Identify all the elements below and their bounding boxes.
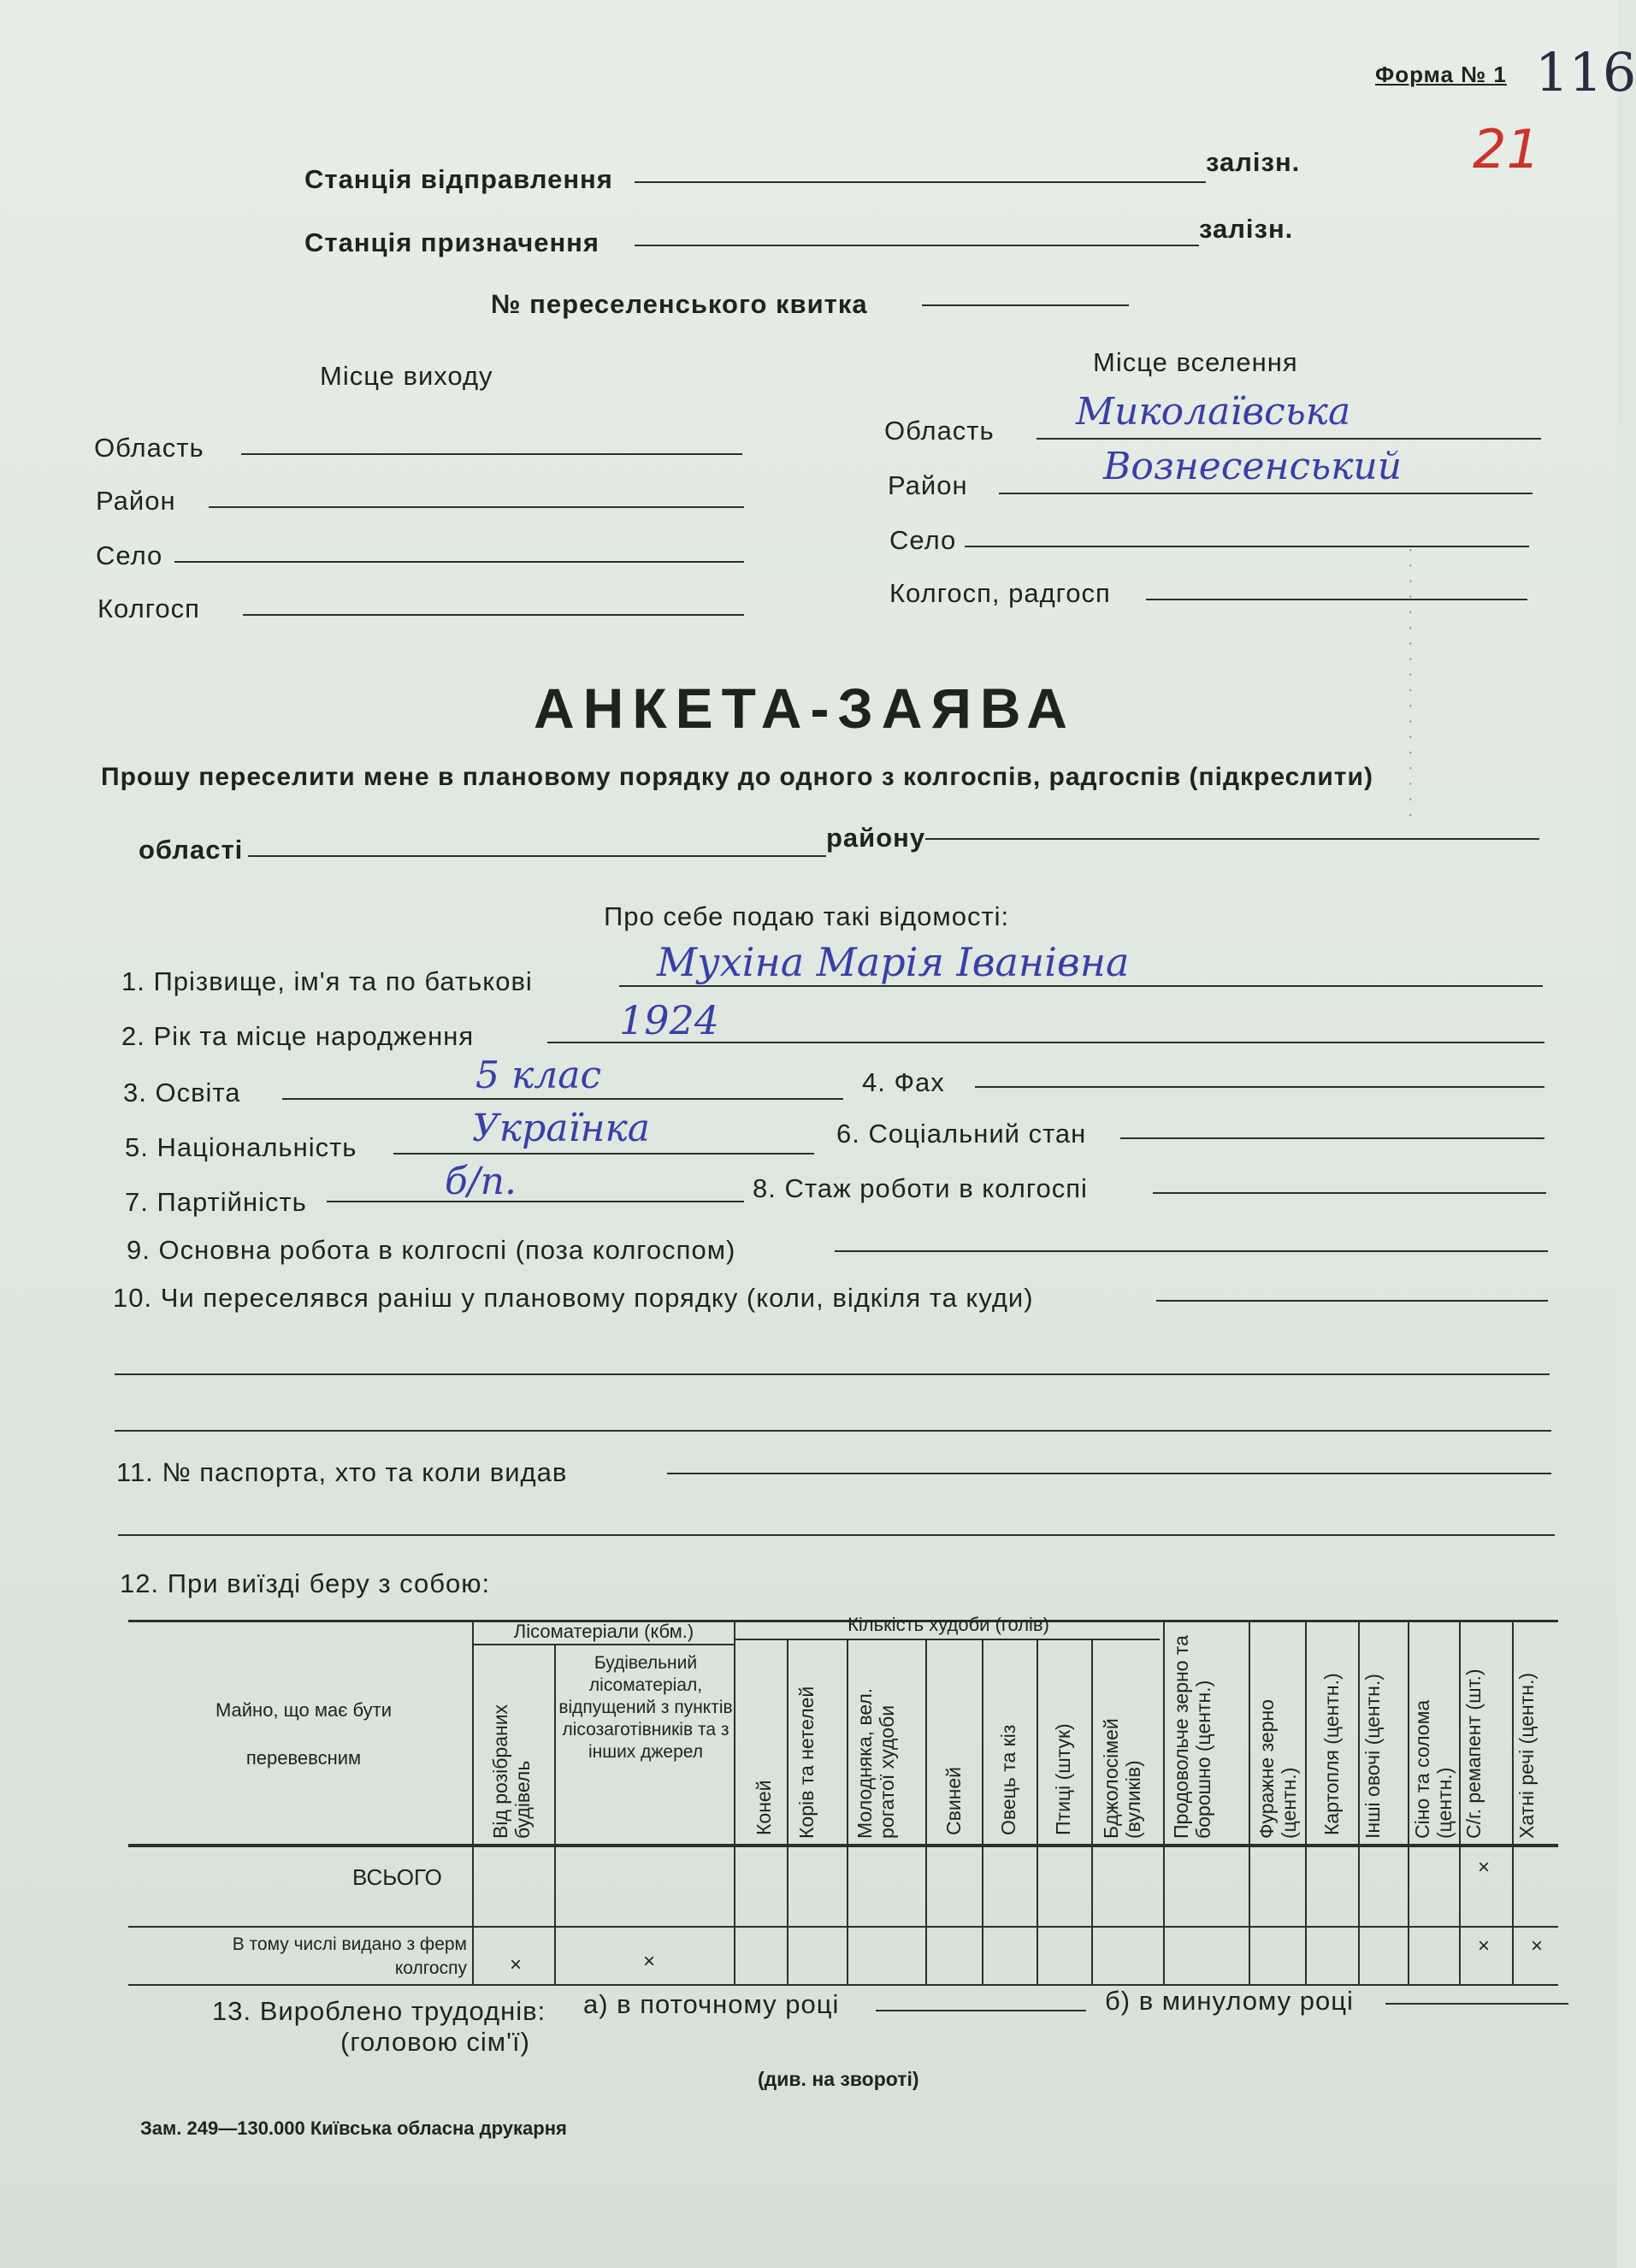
col-bees-header: Бджолосімей (вуликів) — [1100, 1718, 1144, 1839]
destination-station-line — [635, 245, 1199, 246]
origin-oblast-label: Область — [94, 433, 204, 463]
field-5-label: 5. Національність — [125, 1132, 357, 1162]
col-tools-header: С/г. ремапент (шт.) — [1462, 1669, 1485, 1839]
origin-selo-line — [174, 561, 744, 563]
col-young-cattle-header: Молодняка, вел. рогатої худоби — [853, 1687, 898, 1839]
destination-kolhosp-line — [1146, 599, 1527, 600]
field-12-label: 12. При виїзді беру з собою: — [120, 1568, 491, 1598]
field-6-label: 6. Соціальний стан — [836, 1119, 1087, 1149]
col-divider — [1305, 1621, 1307, 1984]
col-divider — [1408, 1621, 1409, 1984]
ticket-number-line — [922, 304, 1129, 306]
col-building-timber-header: Будівельний лісоматеріал, відпущений з пунктів лісозаготівників та з інших джерел — [558, 1653, 733, 1762]
cross-mark: × — [643, 1950, 656, 1973]
field-6-line — [1120, 1137, 1544, 1139]
col-divider — [1249, 1621, 1250, 1984]
field-1-label: 1. Прізвище, ім'я та по батькові — [121, 966, 533, 996]
livestock-group-line — [734, 1639, 1160, 1640]
col-cows-header: Корів та нетелей — [795, 1686, 818, 1839]
destination-oblast-label: Область — [884, 416, 995, 446]
timber-group-header: Лісоматеріали (кбм.) — [513, 1621, 694, 1642]
origin-heading: Місце виходу — [320, 361, 493, 391]
col-divider — [734, 1621, 735, 1984]
field-3-line — [282, 1098, 843, 1100]
col-divider — [472, 1621, 474, 1984]
field-9-line — [835, 1250, 1548, 1252]
field-11-label: 11. № паспорта, хто та коли видав — [116, 1457, 568, 1487]
field-11-line — [667, 1473, 1551, 1474]
col-hay-header: Сіно та солома (центн.) — [1411, 1699, 1456, 1839]
red-sheet-number: 21 — [1473, 118, 1540, 180]
printer-note: Зам. 249—130.000 Київська обласна друкарня — [140, 2117, 567, 2139]
col-fodder-header: Фуражне зерно (центн.) — [1255, 1699, 1300, 1839]
col-divider — [1358, 1621, 1360, 1984]
field-2-label: 2. Рік та місце народження — [121, 1021, 475, 1051]
workdays-sub: (головою сім'ї) — [340, 2027, 530, 2057]
destination-raion-value: Вознесенський — [1103, 445, 1403, 488]
col-divider — [925, 1640, 927, 1984]
request-text: Прошу переселити мене в плановому порядку до одного з колгоспів, радгоспів (підкреслити) — [101, 763, 1373, 791]
field-2-value: 1924 — [619, 997, 720, 1043]
workdays-previous-label: б) в минулому році — [1105, 1986, 1354, 2016]
destination-oblast-line — [1037, 438, 1541, 440]
col-dismantled-header: Від розібраних будівель — [489, 1704, 534, 1839]
col-food-grain-header: Продовольче зерно та борошно (центн.) — [1170, 1635, 1214, 1839]
workdays-current-line — [876, 2010, 1086, 2011]
destination-raion-line — [999, 493, 1533, 494]
table-header-bottom-line — [128, 1844, 1558, 1847]
field-8-line — [1153, 1192, 1546, 1194]
col-divider — [1091, 1640, 1093, 1984]
form-title: АНКЕТА-ЗАЯВА — [534, 676, 1076, 740]
cross-mark: × — [1531, 1934, 1544, 1958]
col-divider — [787, 1640, 788, 1984]
bleed-through-text: . . . . . . . . . . . . . . . . . . — [1405, 547, 1426, 820]
field-10-extra-line-1 — [115, 1373, 1550, 1375]
col-divider — [1459, 1621, 1461, 1984]
field-9-label: 9. Основна робота в колгоспі (поза колгоспом) — [127, 1235, 736, 1265]
origin-selo-label: Село — [96, 540, 163, 570]
field-3-value: 5 клас — [475, 1054, 602, 1097]
cross-mark: × — [1478, 1856, 1491, 1879]
oblasti-line — [248, 855, 826, 857]
row-total-label: ВСЬОГО — [352, 1864, 442, 1890]
field-10-line — [1156, 1300, 1548, 1302]
destination-kolhosp-label: Колгосп, радгосп — [889, 578, 1111, 608]
origin-raion-line — [209, 506, 744, 508]
col-birds-header: Птиці (штук) — [1052, 1723, 1074, 1835]
destination-raion-label: Район — [888, 470, 968, 500]
col-divider — [1037, 1640, 1038, 1984]
handwritten-sheet-number: 116 — [1535, 41, 1636, 103]
field-3-label: 3. Освіта — [123, 1078, 241, 1107]
oblasti-label: області — [139, 835, 244, 865]
col-vegetables-header: Інші овочі (центн.) — [1361, 1674, 1384, 1839]
origin-kolhosp-label: Колгосп — [97, 594, 200, 623]
destination-station-label: Станція призначення — [304, 227, 599, 257]
row-issued-label: В тому числі видано з ферм колгоспу — [232, 1934, 467, 1978]
intro-text: Про себе подаю такі відомості: — [604, 901, 1010, 931]
destination-oblast-value: Миколаївська — [1076, 390, 1351, 434]
col-divider — [1163, 1621, 1165, 1984]
col-horses-header: Коней — [753, 1780, 775, 1835]
field-5-value: Українка — [472, 1107, 651, 1150]
workdays-current-label: а) в поточному році — [583, 1989, 840, 2019]
col-potato-header: Картопля (центн.) — [1320, 1673, 1343, 1835]
cross-mark: × — [1478, 1934, 1491, 1958]
col-divider — [1512, 1621, 1514, 1984]
col-divider — [982, 1640, 983, 1984]
origin-raion-label: Район — [96, 486, 176, 516]
workdays-previous-line — [1385, 2003, 1568, 2005]
raionu-label: району — [826, 823, 926, 853]
workdays-label: 13. Вироблено трудоднів: — [212, 1996, 546, 2026]
departure-station-line — [635, 181, 1206, 183]
origin-oblast-line — [241, 453, 742, 455]
field-10-label: 10. Чи переселявся раніш у плановому порядку (коли, відкіля та куди) — [113, 1283, 1034, 1313]
col-pigs-header: Свиней — [942, 1766, 965, 1835]
ticket-number-label: № переселенського квитка — [491, 289, 868, 319]
destination-selo-label: Село — [889, 525, 957, 555]
field-5-line — [393, 1153, 814, 1155]
field-4-label: 4. Фах — [862, 1067, 945, 1097]
col-divider — [847, 1640, 848, 1984]
raionu-line — [925, 838, 1539, 840]
field-10-extra-line-2 — [115, 1430, 1551, 1432]
field-1-line — [619, 985, 1543, 987]
field-11-extra-line — [118, 1534, 1555, 1536]
field-1-value: Мухіна Марія Іванівна — [657, 939, 1130, 985]
col-household-header: Хатні речі (центн.) — [1515, 1672, 1538, 1839]
departure-station-label: Станція відправлення — [304, 164, 613, 194]
table-total-row-line — [128, 1926, 1558, 1928]
see-back-note: (див. на звороті) — [758, 2068, 919, 2090]
cross-mark: × — [510, 1953, 523, 1976]
field-8-label: 8. Стаж роботи в колгоспі — [753, 1173, 1088, 1203]
form-number-label: Форма № 1 — [1375, 62, 1507, 87]
livestock-group-header: Кількість худоби (голів) — [848, 1614, 1049, 1635]
col-property-header: Майно, що має бути перевевсним — [215, 1699, 393, 1769]
field-7-value: б/п. — [445, 1160, 517, 1203]
field-7-label: 7. Партійність — [125, 1187, 307, 1217]
field-4-line — [975, 1086, 1544, 1088]
destination-station-suffix: залізн. — [1199, 214, 1294, 244]
destination-heading: Місце вселення — [1093, 347, 1298, 377]
col-divider — [554, 1644, 556, 1984]
departure-station-suffix: залізн. — [1206, 147, 1301, 177]
field-7-line — [327, 1201, 744, 1202]
col-sheep-header: Овець та кіз — [997, 1724, 1019, 1835]
timber-group-line — [472, 1644, 734, 1645]
destination-selo-line — [965, 546, 1529, 547]
origin-kolhosp-line — [243, 614, 744, 616]
